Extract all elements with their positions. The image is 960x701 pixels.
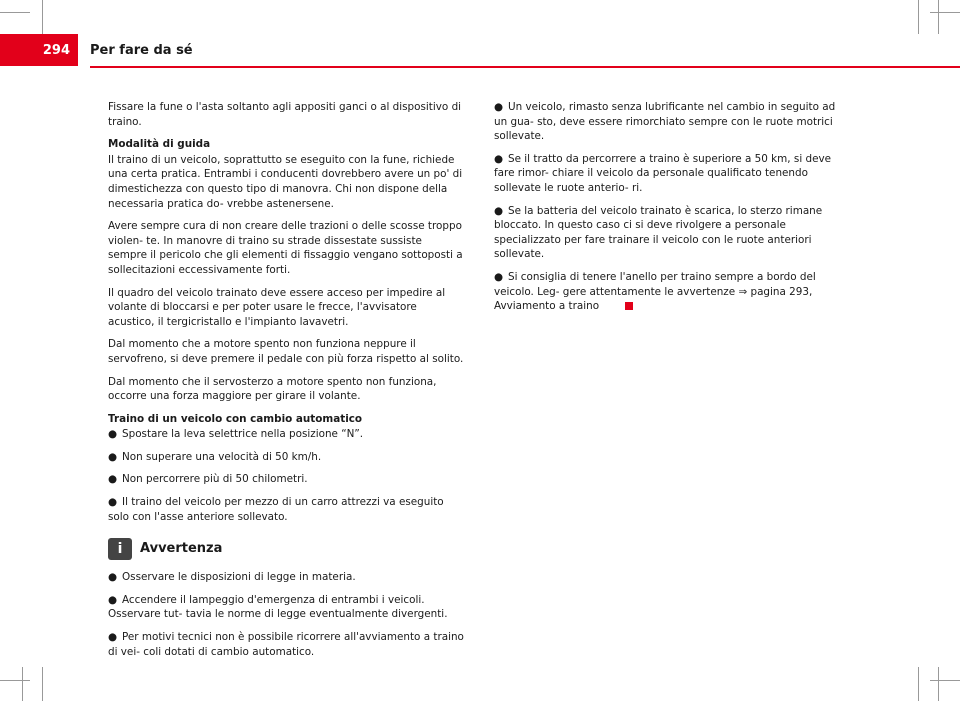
list-item: ● Non percorrere più di 50 chilometri. <box>108 473 308 486</box>
crop-mark <box>42 0 43 34</box>
warning-title: Avvertenza <box>140 540 223 556</box>
page-number: 294 <box>0 34 78 66</box>
list-item: ● Se la batteria del veicolo trainato è scarica, lo sterzo rimane bloccato. In questo caso ci si deve rivolgere a personale specializzato per fare trainare il veicolo con le ruote anteriori sollevate. <box>494 204 823 261</box>
list-item: ● Accendere il lampeggio d'emergenza di entrambi i veicoli. Osservare tut- tavia le norme di legge eventualmente divergenti. <box>108 593 448 621</box>
crop-mark <box>930 680 960 681</box>
list-item: ● Osservare le disposizioni di legge in materia. <box>108 571 356 584</box>
bullet-icon: ● <box>108 571 118 584</box>
section-end-marker <box>625 302 633 310</box>
bullet-icon: ● <box>108 631 118 644</box>
section-heading-driving: Modalità di guida <box>108 138 211 151</box>
paragraph: Avere sempre cura di non creare delle trazioni o delle scosse troppo violen- te. In manovre di traino su strade dissestate sussiste sempre il pericolo che gli elementi di fissaggio vengano sottoposti a sollecitazioni eccessivamente forti. <box>108 220 463 276</box>
paragraph: Il quadro del veicolo trainato deve essere acceso per impedire al volante di bloccarsi e per poter usare le frecce, l'avvisatore acustico, il tergicristallo e l'impianto lavavetri. <box>108 286 446 328</box>
right-column <box>494 100 846 322</box>
list-item: ● Il traino del veicolo per mezzo di un carro attrezzi va eseguito solo con l'asse anteriore sollevato. <box>108 496 444 523</box>
page-title: Per fare da sé <box>90 43 193 58</box>
paragraph: Dal momento che il servosterzo a motore spento non funziona, occorre una forza maggiore per girare il volante. <box>108 375 437 403</box>
list-item: ● Spostare la leva selettrice nella posizione “N”. <box>108 428 364 441</box>
list-item: ● Se il tratto da percorrere a traino è superiore a 50 km, si deve fare rimor- chiare il veicolo da personale qualificato tenendo sollevate le ruote anterio- ri. <box>494 152 832 194</box>
list-item: ● Non superare una velocità di 50 km/h. <box>108 450 322 463</box>
crop-mark <box>0 12 30 13</box>
section-heading-automatic: Traino di un veicolo con cambio automatico <box>108 412 363 425</box>
list-item: ● Per motivi tecnici non è possibile ricorrere all'avviamento a traino di vei- coli dotati di cambio automatico. <box>108 631 464 658</box>
crop-mark <box>938 0 939 34</box>
paragraph: Il traino di un veicolo, soprattutto se eseguito con la fune, richiede una certa pratica. Entrambi i conducenti dovrebbero avere un po' di dimestichezza con questo tipo di manovra. Chi non dispone della necessaria pratica do- vrebbe astenersene. <box>108 153 463 210</box>
header-rule <box>90 66 960 68</box>
crop-mark <box>22 667 23 701</box>
intro-paragraph: Fissare la fune o l'asta soltanto agli appositi ganci o al dispositivo di traino. <box>108 101 462 128</box>
bullet-icon: ● <box>108 496 118 509</box>
crop-mark <box>918 667 919 701</box>
bullet-icon: ● <box>108 593 118 606</box>
crop-mark <box>930 12 960 13</box>
bullet-icon: ● <box>108 473 118 486</box>
bullet-icon: ● <box>494 101 504 113</box>
crop-mark <box>918 0 919 34</box>
list-item: ● Un veicolo, rimasto senza lubrificante nel cambio in seguito ad un gua- sto, deve essere rimorchiato sempre con le ruote motrici sollevate. <box>494 101 836 143</box>
warning-header <box>108 538 464 560</box>
list-item: ● Si consiglia di tenere l'anello per traino sempre a bordo del veicolo. Leg- gere attentamente le avvertenze ⇒ pagina 293, Avviamento a traino <box>494 270 816 313</box>
paragraph: Dal momento che a motore spento non funziona neppure il servofreno, si deve premere il pedale con più forza rispetto al solito. <box>108 338 464 365</box>
bullet-icon: ● <box>108 428 118 441</box>
bullet-icon: ● <box>494 152 504 165</box>
crop-mark <box>938 667 939 701</box>
left-column <box>108 100 464 667</box>
crop-mark <box>42 667 43 701</box>
bullet-icon: ● <box>108 450 118 463</box>
bullet-icon: ● <box>494 270 504 283</box>
bullet-icon: ● <box>494 204 504 217</box>
info-icon: i <box>108 538 132 560</box>
crop-mark <box>0 680 30 681</box>
